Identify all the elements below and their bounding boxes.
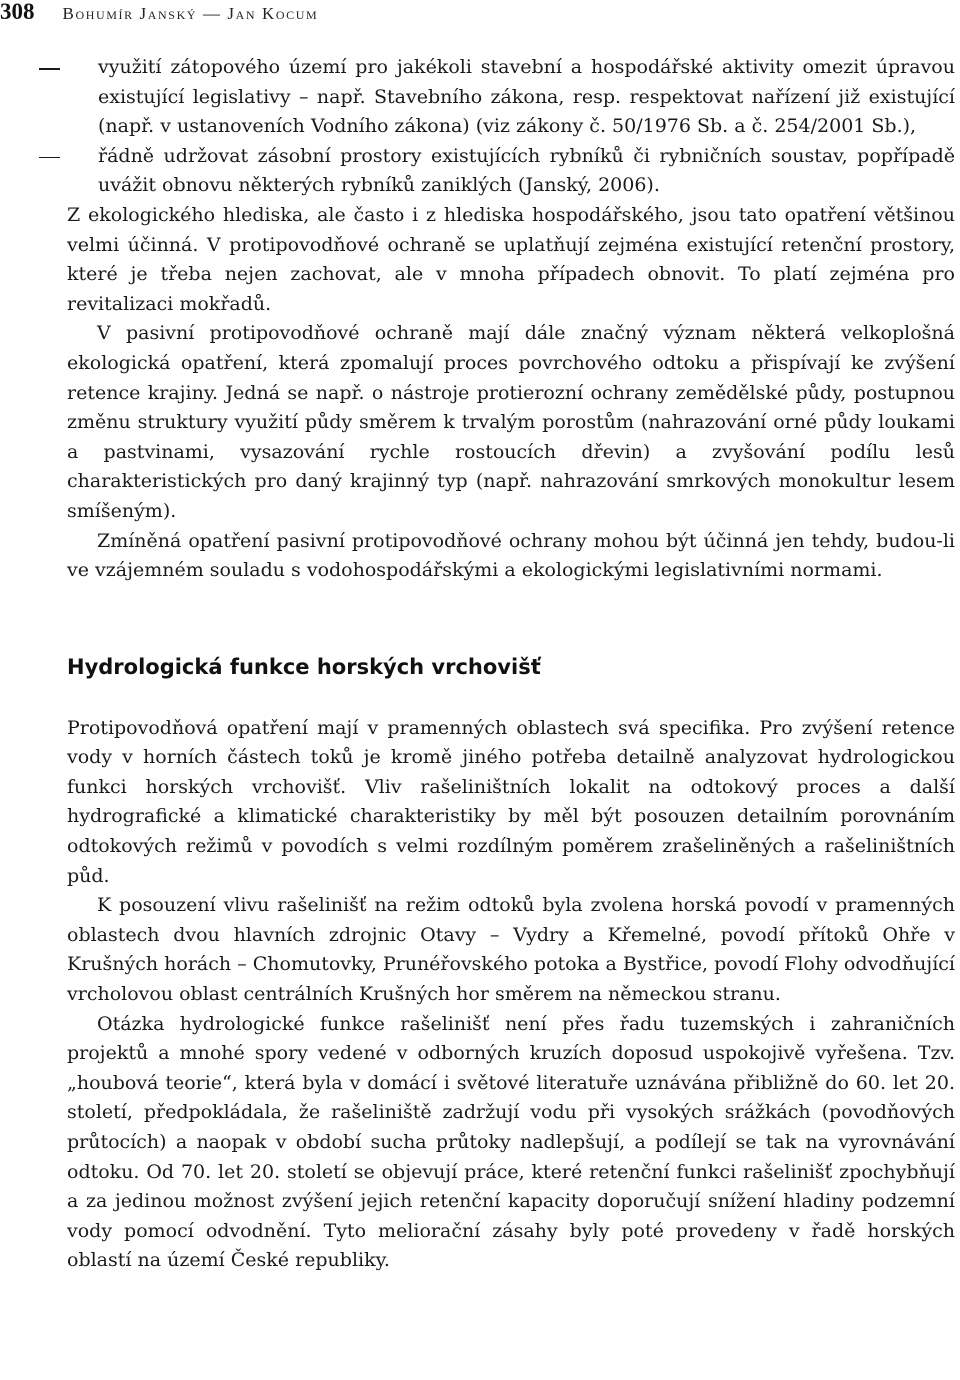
section-heading: Hydrologická funkce horských vrchovišť: [67, 654, 541, 679]
paragraph: Otázka hydrologické funkce rašelinišť není přes řadu tuzemských i zahraničních projektů a mnohé spory vedené v odborných kruzích doposud uspokojivě vyřešena. Tzv. „houbová teorie“, která byla v domácí i světové literatuře uznávána přibližně do 60. let 20. století, předpokládala, že rašeliniště zadržují vodu při vysokých srážkách (povodňových průtocích) a naopak v období sucha průtoky nadlepšují, a podílejí se tak na vyrovnávání odtoku. Od 70. let 20. století se objevují práce, které retenční funkci rašelinišť zpochybňují a za jedinou možnost zvýšení jejich retenční kapacity doporučují snížení hladiny podzemní vody pomocí odvodnění. Tyto meliorační zásahy byly poté provedeny v řadě horských oblastí na území České republiky.: [67, 1012, 955, 1272]
paragraph: V pasivní protipovodňové ochraně mají dále značný význam některá velkoplošná ekologická opatření, která zpomalují proces povrchového odtoku a přispívají ke zvýšení retence krajiny. Jedná se např. o nástroje protierozní ochrany zemědělské půdy, postupnou změnu struktury využití půdy směrem k trvalým porostům (nahrazování orné půdy loukami a pastvinami, vysazování rychle rostoucích dřevin) a zvyšování podílu lesů charakteristických pro daný krajinný typ (např. nahrazování smrkových monokultur lesem smíšeným).: [67, 322, 955, 522]
paragraph: K posouzení vlivu rašelinišť na režim odtoků byla zvolena horská povodí v pramenných oblastech dvou hlavních zdrojnic Otavy – Vydry a Křemelné, povodí přítoků Ohře v Krušných horách – Chomutovky, Prunéřovského potoka a Bystřice, povodí Flohy odvodňující vrcholovou oblast centrálních Krušných hor směrem na německou stranu.: [67, 894, 955, 1006]
paragraph: Protipovodňová opatření mají v pramenných oblastech svá specifika. Pro zvýšení retence vody v horních částech toků je kromě jiného potřeba detailně analyzovat hydrologickou funkci horských vrchovišť. Vliv rašeliništních lokalit na odtokový proces a další hydrografické a klimatické charakteristiky by měl být posouzen detailním porovnáním odtokových režimů v povodích s velmi rozdílným poměrem zrašeliněných a rašeliništních půd.: [67, 716, 955, 887]
list-item: řádně udržovat zásobní prostory existujících rybníků či rybničních soustav, popřípadě uvážit obnovu některých rybníků zaniklých (Janský, 2006).: [39, 142, 955, 201]
dash-list: [67, 53, 955, 201]
running-head-authors: Bohumír Janský — Jan Kocum: [62, 4, 319, 23]
page-number: 308: [0, 0, 35, 24]
body-text: [67, 53, 955, 1276]
list-item: využití zátopového území pro jakékoli stavební a hospodářské aktivity omezit úpravou existující legislativy – např. Stavebního zákona, resp. respektovat nařízení již existující (např. v ustanoveních Vodního zákona) (viz zákony č. 50/1976 Sb. a č. 254/2001 Sb.),: [39, 53, 955, 142]
paragraph: Zmíněná opatření pasivní protipovodňové ochrany mohou být účinná jen tehdy, budou-li ve vzájemném souladu s vodohospodářskými a ekologickými legislativními normami.: [67, 529, 955, 582]
paragraph: Z ekologického hlediska, ale často i z hlediska hospodářského, jsou tato opatření většinou velmi účinná. V protipovodňové ochraně se uplatňují zejména existující retenční prostory, které je třeba nejen zachovat, ale v mnoha případech obnovit. To platí zejména pro revitalizaci mokřadů.: [67, 203, 955, 315]
running-header: [0, 0, 318, 24]
